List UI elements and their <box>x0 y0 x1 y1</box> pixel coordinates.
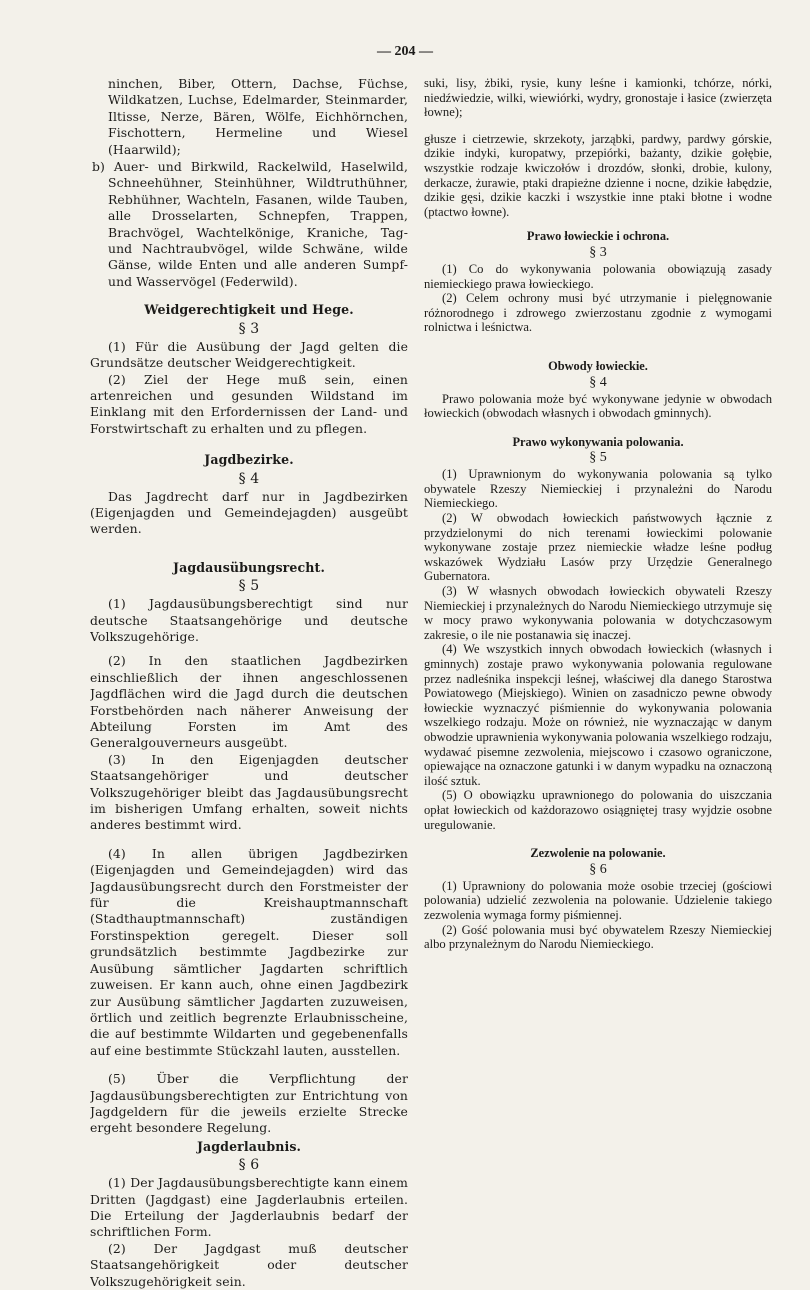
polish-s5-p3: (3) W własnych obwodach łowieckich obywateli Rzeszy Niemieckiej i przynależnych do Narodu Niemieckiego utrzymuje się w mocy prawo wykonywania polowania w dotychczasowym zakresie, o ile nie postanawia się inaczej. <box>424 584 772 642</box>
polish-section-5: § 5 <box>589 450 607 466</box>
polish-section-6: § 6 <box>589 861 607 877</box>
polish-s5-p4: (4) We wszystkich innych obwodach łowieckich (własnych i gminnych) zostaje prawo wykonywania polowania regulowane przez nadleśnika inspekcji leśnej, właściwej dla danego Starostwa Powiatowego (Miejskiego). Winien on zasadniczo pewne obwody łowieckie wyznaczyć piśmiennie do wykonywania polowania wszelkiego rodzaju. Może on również, nie wyznaczając w danym obwodzie uprawnienia wykonywania polowania wszelkiego rodzaju, wydawać pisemne zezwolenia, miejscowo i czasowo ograniczone, opiewające na oznaczone gatunki i w danym wypadku na oznaczoną ilość sztuk. <box>424 642 772 788</box>
page-number: — 204 — <box>377 44 433 59</box>
german-heading-weidgerechtigkeit: Weidgerechtigkeit und Hege. <box>144 302 354 318</box>
german-heading-jagderlaubnis: Jagderlaubnis. <box>196 1138 302 1154</box>
german-s5-p5: (5) Über die Verpflichtung der Jagdausübungsberechtigten zur Entrichtung von Jagdgeldern für die jeweils erzielte Strecke ergeht besondere Regelung. <box>90 1071 408 1136</box>
german-section-4: § 4 <box>238 470 260 487</box>
polish-heading-obwody: Obwody łowieckie. <box>548 358 648 373</box>
polish-s5-p1: (1) Uprawnionym do wykonywania polowania są tylko obywatele Rzeszy Niemieckiej i przynależni do Narodu Niemieckiego. <box>424 467 772 511</box>
german-intro-a: ninchen, Biber, Ottern, Dachse, Füchse, Wildkatzen, Luchse, Edelmarder, Steinmarder, Iltisse, Nerze, Bären, Wölfe, Eichhörnchen, Fischottern, Hermeline und Wiesel (Haarwild); <box>108 76 408 157</box>
german-intro-b: b) Auer- und Birkwild, Rackelwild, Haselwild, Schneehühner, Steinhühner, Wildtruthühner, Rebhühner, Wachteln, Fasanen, wilde Tauben, alle Drosselarten, Schnepfen, Trappen, Brachvögel, Wachtelkönige, Kraniche, Tag- und Nachtraubvögel, wilde Schwäne, wilde Gänse, wilde Enten und alle anderen Sumpf- und Wasservögel (Federwild). <box>92 159 408 289</box>
polish-section-3: § 3 <box>589 244 607 260</box>
german-s5-p4: (4) In allen übrigen Jagdbezirken (Eigenjagden und Gemeindejagden) wird das Jagdausübungsrecht durch den Forstmeister der für die Kreishauptmannschaft (Stadthauptmannschaft) zuständigen Forstinspektion geregelt. Dieser soll grundsätzlich bestimmte Jagdbezirke zur Ausübung sämtlicher Jagdarten schriftlich zuweisen. Er kann auch, ohne einen Jagdbezirk zur Ausübung sämtlicher Jagdarten zuzuweisen, örtlich und zeitlich begrenzte Erlaubnisscheine, die auf bestimmte Wildarten und gegebenenfalls auf eine bestimmte Stückzahl lauten, ausstellen. <box>90 845 408 1058</box>
german-section-6: § 6 <box>238 1157 260 1174</box>
polish-s4-p: Prawo polowania może być wykonywane jedynie w obwodach łowieckich (obwodach własnych i obwodach gminnych). <box>424 391 772 421</box>
polish-intro-a: suki, lisy, żbiki, rysie, kuny leśne i kamionki, tchórze, nórki, niedźwiedzie, wilki, wiewiórki, wydry, gronostaje i łasice (zwierzęta łowne); <box>424 76 772 120</box>
polish-s3-p2: (2) Celem ochrony musi być utrzymanie i pielęgnowanie różnorodnego i zdrowego zwierzostanu zgodnie z wymogami rolnictwa i leśnictwa. <box>424 291 772 335</box>
german-s4-p: Das Jagdrecht darf nur in Jagdbezirken (Eigenjagden und Gemeindejagden) ausgeübt werden. <box>90 488 408 537</box>
german-column <box>90 76 408 1290</box>
polish-s6-p1: (1) Uprawniony do polowania może osobie trzeciej (gościowi polowania) udzielić zezwolenia na polowanie. Udzielenie takiego zezwolenia wymaga formy piśmiennej. <box>424 878 772 922</box>
polish-intro-b: głusze i cietrzewie, skrzekoty, jarząbki, pardwy, pardwy górskie, dzikie indyki, kuropatwy, przepiórki, bażanty, dzikie gołębie, wszystkie rodzaje kwiczołów i drozdów, słonki, drobie, kulony, derkacze, żurawie, ptaki drapieżne dzienne i nocne, dzikie łabędzie, dzikie gęsi, dzikie kaczki i wszystkie inne ptaki błotne i wodne (ptactwo łowne). <box>424 131 772 219</box>
german-s6-p2: (2) Der Jagdgast muß deutscher Staatsangehörigkeit oder deutscher Volkszugehörigkeit sein. <box>90 1240 408 1289</box>
polish-column <box>424 76 772 952</box>
german-s5-p2: (2) In den staatlichen Jagdbezirken einschließlich der ihnen angeschlossenen Jagdflächen wird die Jagd durch die deutschen Forstbehörden nach näherer Anweisung der Abteilung Forsten im Amt des Generalgouverneurs ausgeübt. <box>90 653 408 751</box>
polish-heading-zezwolenie: Zezwolenie na polowanie. <box>530 846 666 861</box>
polish-s5-p5: (5) O obowiązku uprawnionego do polowania do uiszczania opłat łowieckich od każdorazowo osiągniętej trasy wyjdzie osobne uregulowanie. <box>424 788 772 832</box>
german-s3-p2: (2) Ziel der Hege muß sein, einen artenreichen und gesunden Wildstand im Einklang mit den Erfordernissen der Land- und Forstwirtschaft zu erhalten und zu pflegen. <box>90 371 408 436</box>
polish-heading-prawo-wykonywania: Prawo wykonywania polowania. <box>512 434 684 449</box>
german-s3-p1: (1) Für die Ausübung der Jagd gelten die Grundsätze deutscher Weidgerechtigkeit. <box>90 338 408 371</box>
polish-section-4: § 4 <box>589 374 607 390</box>
polish-s6-p2: (2) Gość polowania musi być obywatelem Rzeszy Niemieckiej albo przynależnym do Narodu Niemieckiego. <box>424 922 772 952</box>
german-heading-jagdausuebungsrecht: Jagdausübungsrecht. <box>173 559 325 575</box>
german-s6-p1: (1) Der Jagdausübungsberechtigte kann einem Dritten (Jagdgast) eine Jagderlaubnis erteilen. Die Erteilung der Jagderlaubnis bedarf der schriftlichen Form. <box>90 1175 408 1240</box>
german-section-5: § 5 <box>238 578 260 595</box>
german-s5-p1: (1) Jagdausübungsberechtigt sind nur deutsche Staatsangehörige und deutsche Volkszugehörige. <box>90 596 408 644</box>
german-s5-p3: (3) In den Eigenjagden deutscher Staatsangehöriger und deutscher Volkszugehöriger bleibt das Jagdausübungsrecht im bisherigen Umfang erhalten, soweit nichts anderes bestimmt wird. <box>90 751 408 833</box>
polish-heading-prawo-lowieckie: Prawo łowieckie i ochrona. <box>526 229 670 244</box>
german-section-3: § 3 <box>238 320 260 337</box>
polish-s5-p2: (2) W obwodach łowieckich państwowych łącznie z przydzielonymi do nich terenami łowieckimi polowanie wykonywane zostaje przez niemieckie władze leśne podług wskazówek Wydziału Lasów przy Urzędzie Generalnego Gubernatora. <box>424 511 772 584</box>
german-heading-jagdbezirke: Jagdbezirke. <box>204 452 294 468</box>
polish-s3-p1: (1) Co do wykonywania polowania obowiązują zasady niemieckiego prawa łowieckiego. <box>424 261 772 291</box>
